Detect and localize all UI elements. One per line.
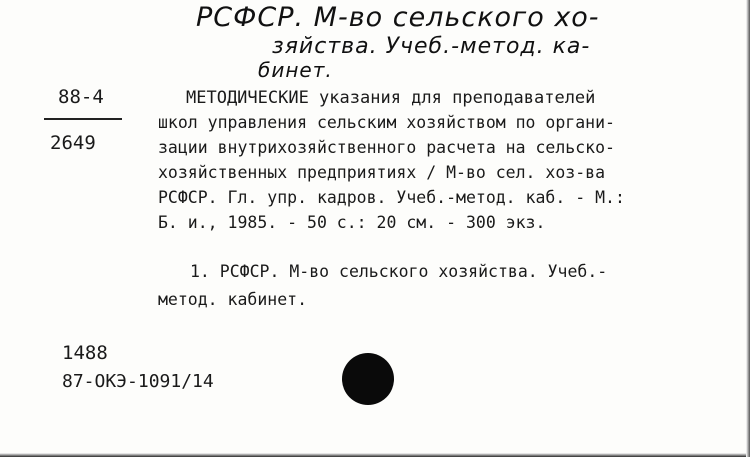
call-number-divider [44,118,122,120]
description-line-5: РСФСР. Гл. упр. кадров. Учеб.-метод. каб. - М.: [158,188,625,207]
tracing-line-2: метод. кабинет. [158,290,308,309]
call-number-top: 88-4 [58,86,104,108]
description-line-1: МЕТОДИЧЕСКИЕ указания для преподавателей [186,88,596,108]
handwritten-heading-line-2: зяйства. Учеб.-метод. ка- [272,34,591,59]
card-bottom-edge [0,453,750,457]
description-line-6: Б. и., 1985. - 50 с.: 20 см. - 300 экз. [158,213,546,232]
call-number-bottom: 2649 [50,132,96,154]
punch-hole [342,353,394,405]
inventory-number: 1488 [62,342,108,364]
inventory-code: 87-ОКЭ-1091/14 [62,371,214,392]
card-right-edge [746,0,750,457]
description-line-3: зации внутрихозяйственного расчета на сельско- [158,138,615,157]
handwritten-heading-line-1: РСФСР. М-во сельского хо- [196,2,600,33]
description-line-4: хозяйственных предприятиях / М-во сел. хоз-ва [158,163,606,182]
tracing-line-1: 1. РСФСР. М-во сельского хозяйства. Учеб.- [190,262,608,281]
handwritten-heading-line-3: бинет. [258,58,333,82]
description-line-2: школ управления сельским хозяйством по органи- [158,113,615,132]
